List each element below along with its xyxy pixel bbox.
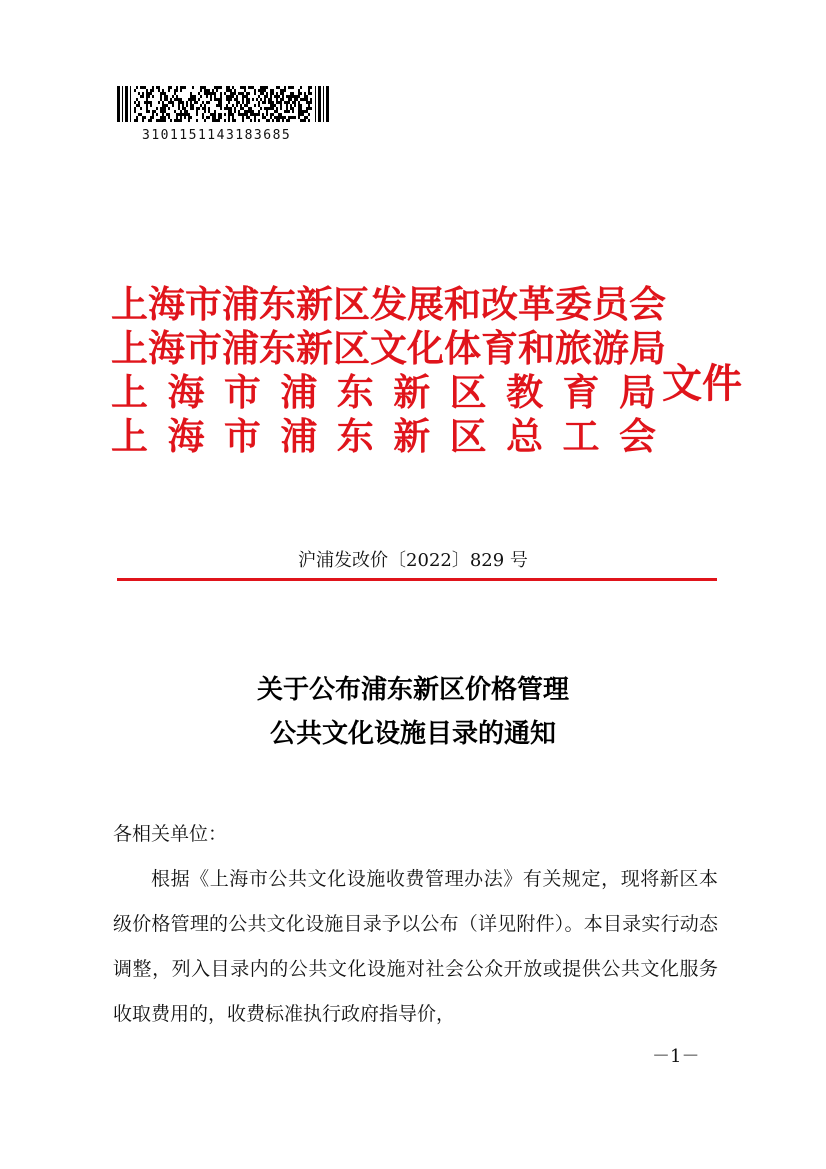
issuer-char: 总 (506, 414, 544, 458)
issuer-char: 市 (185, 326, 222, 370)
issuer-char: 东 (336, 414, 374, 458)
issuer-char: 改 (481, 282, 518, 326)
issuer-char: 旅 (555, 326, 592, 370)
issuer-char: 文 (370, 326, 407, 370)
issuer-char: 东 (259, 326, 296, 370)
barcode-number: 3101151143183685 (142, 128, 292, 143)
title-line-2: 公共文化设施目录的通知 (269, 719, 556, 749)
document-suffix: 文件 (662, 360, 742, 407)
issuer-char: 上 (111, 282, 148, 326)
issuer-char: 区 (333, 326, 370, 370)
issuer-char: 会 (618, 414, 656, 458)
issuer-char: 游 (592, 326, 629, 370)
issuer-char: 海 (148, 282, 185, 326)
red-divider (117, 578, 717, 581)
issuer-char: 会 (629, 282, 666, 326)
issuer-line (111, 282, 666, 326)
issuer-char: 育 (562, 370, 600, 414)
issuer-char: 市 (185, 282, 222, 326)
issuer-char: 教 (506, 370, 544, 414)
issuer-char: 东 (336, 370, 374, 414)
issuer-char: 东 (259, 282, 296, 326)
issuer-char: 新 (296, 326, 333, 370)
document-body (113, 812, 718, 1037)
title-line-1: 关于公布浦东新区价格管理 (256, 675, 569, 705)
document-title (0, 668, 826, 756)
issuer-char: 委 (555, 282, 592, 326)
issuer-char: 海 (167, 370, 205, 414)
body-paragraph: 根据《上海市公共文化设施收费管理办法》有关规定，现将新区本级价格管理的公共文化设施目录予以公布（详见附件）。本目录实行动态调整，列入目录内的公共文化设施对社会公众开放或提供公共文化服务收取费用的，收费标准执行政府指导价， (113, 868, 718, 1025)
issuer-char: 上 (111, 370, 148, 414)
issuer-char: 浦 (222, 326, 259, 370)
issuer-char: 新 (393, 370, 431, 414)
issuer-char: 浦 (222, 282, 259, 326)
issuer-char: 市 (223, 414, 261, 458)
issuer-char: 区 (449, 414, 487, 458)
issuer-char: 区 (333, 282, 370, 326)
page-number: －1－ (652, 1046, 700, 1067)
issuer-char: 局 (618, 370, 656, 414)
issuer-char: 体 (444, 326, 481, 370)
issuer-char: 员 (592, 282, 629, 326)
issuer-char: 革 (518, 282, 555, 326)
issuing-authorities (111, 282, 666, 458)
document-number: 沪浦发改价〔2022〕829 号 (298, 550, 528, 571)
issuer-char: 新 (296, 282, 333, 326)
issuer-char: 育 (481, 326, 518, 370)
issuer-line (111, 414, 656, 458)
issuer-char: 浦 (280, 370, 318, 414)
issuer-char: 发 (370, 282, 407, 326)
issuer-char: 区 (449, 370, 487, 414)
issuer-line (111, 370, 656, 414)
issuer-char: 和 (444, 282, 481, 326)
salutation: 各相关单位： (113, 823, 228, 845)
issuer-char: 上 (111, 326, 148, 370)
issuer-char: 工 (562, 414, 600, 458)
issuer-char: 和 (518, 326, 555, 370)
issuer-char: 海 (167, 414, 205, 458)
issuer-char: 化 (407, 326, 444, 370)
issuer-char: 海 (148, 326, 185, 370)
issuer-char: 市 (223, 370, 261, 414)
issuer-char: 浦 (280, 414, 318, 458)
issuer-char: 新 (393, 414, 431, 458)
issuer-char: 上 (111, 414, 148, 458)
issuer-char: 展 (407, 282, 444, 326)
issuer-char: 局 (629, 326, 666, 370)
issuer-line (111, 326, 666, 370)
barcode (117, 86, 329, 122)
